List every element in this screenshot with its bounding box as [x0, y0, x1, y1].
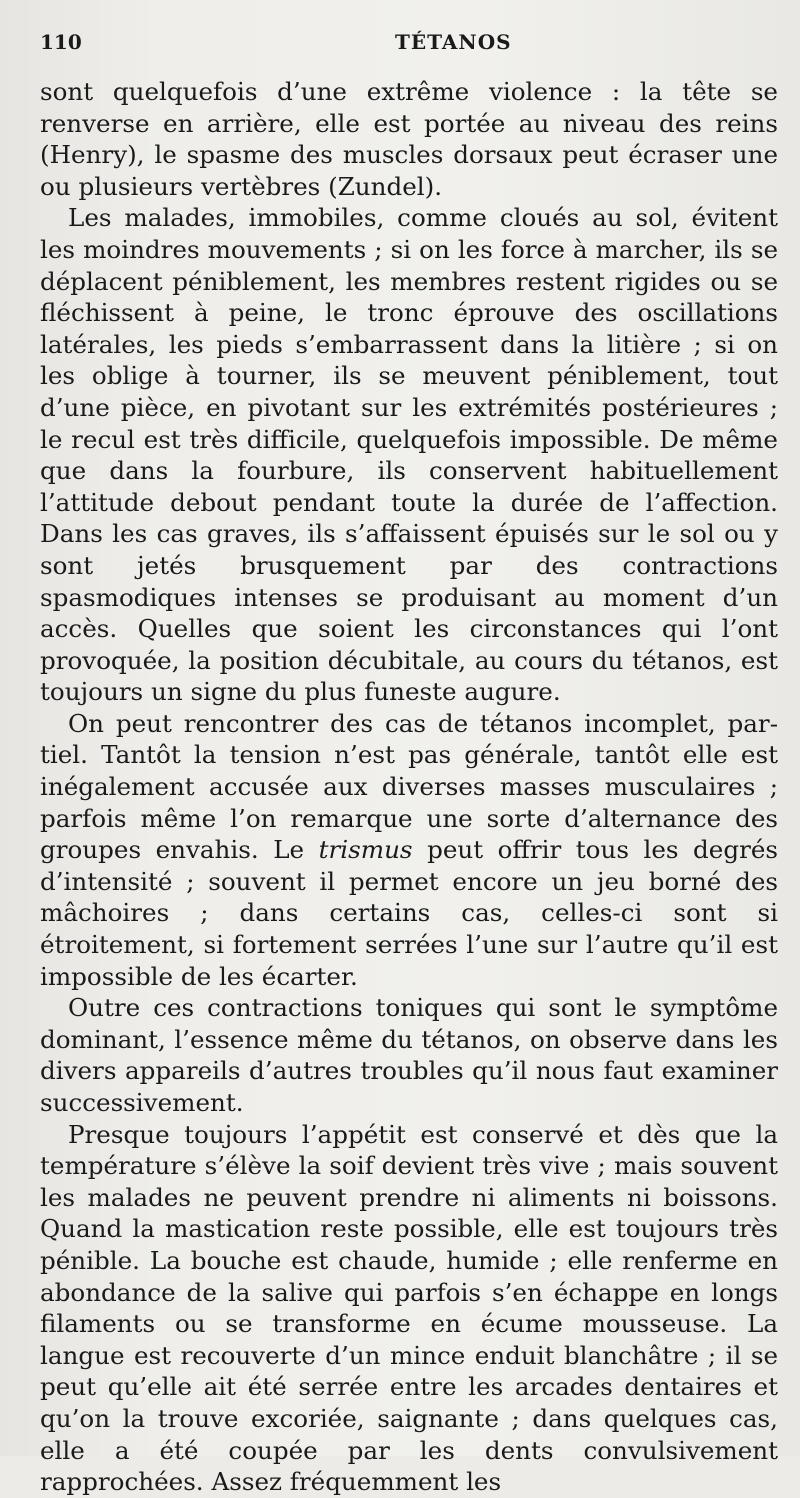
page-number: 110 — [40, 30, 82, 54]
paragraph-tetanos-incomplet — [40, 708, 778, 992]
paragraph-continuation: sont quelquefois d’une extrême violence : la tête se renverse en arrière, elle est portée au niveau des reins (Henry), le spasme des muscles dorsaux peut écraser une ou plusieurs vertèbres (Zundel). — [40, 77, 778, 201]
paragraph-contractions: Outre ces contractions toniques qui sont le symptôme dominant, l’essence même du tétanos, on observe dans les divers appareils d’autres troubles qu’il nous faut examiner successivement. — [40, 993, 778, 1117]
paragraph-text-after: peut offrir tous les degrés d’intensité ; souvent il permet encore un jeu borné des mâchoires ; dans certains cas, celles-ci sont si étroitement, si fortement serrées l’une sur l’autre qu’il est impossible de les écarter. — [40, 835, 779, 991]
trismus-emphasis: trismus — [318, 835, 413, 865]
running-header — [40, 30, 778, 64]
body-text — [40, 76, 778, 1498]
paragraph-appetit: Presque toujours l’appétit est conservé et dès que la température s’élève la soif devient très vive ; mais souvent les malades ne peuvent prendre ni aliments ni boissons. Quand la mastication reste possible, elle est toujours très pénible. La bouche est chaude, humide ; elle renferme en abondance de la salive qui parfois s’en échappe en longs filaments ou se transforme en écume mousseuse. La langue est recouverte d’un mince enduit blanchâtre ; il se peut qu’elle ait été serrée entre les arcades dentaires et qu’on la trouve excoriée, saignante ; dans quelques cas, elle a été coupée par les dents convulsivement rapprochées. Assez fréquemment les — [40, 1119, 778, 1497]
paragraph-malades: Les malades, immobiles, comme cloués au sol, évitent les moindres mouvements ; si on les force à marcher, ils se déplacent péniblement, les membres restent rigides ou se fléchissent à peine, le tronc éprouve des oscillations latérales, les pieds s’embarrassent dans la litière ; si on les oblige à tourner, ils se meuvent péniblement, tout d’une pièce, en pivotant sur les extrémités postérieures ; le recul est très difficile, quelquefois impossible. De même que dans la fourbure, ils conservent habituellement l’attitude debout pendant toute la durée de l’affection. Dans les cas graves, ils s’affaissent épuisés sur le sol ou y sont jetés brusquement par des contractions spasmodiques intenses se produisant au moment d’un accès. Quelles que soient les circonstances qui l’ont provoquée, la position décubitale, au cours du tétanos, est toujours un signe du plus funeste augure. — [40, 203, 778, 707]
running-title: TÉTANOS — [395, 30, 512, 54]
paragraph-text-before: On peut rencontrer des cas de tétanos incomplet, partiel. Tantôt la tension n’est pas générale, tantôt elle est inégalement accusée aux diverses masses musculaires ; parfois même l’on remarque une sorte d’alternance des groupes envahis. Le — [40, 708, 778, 865]
